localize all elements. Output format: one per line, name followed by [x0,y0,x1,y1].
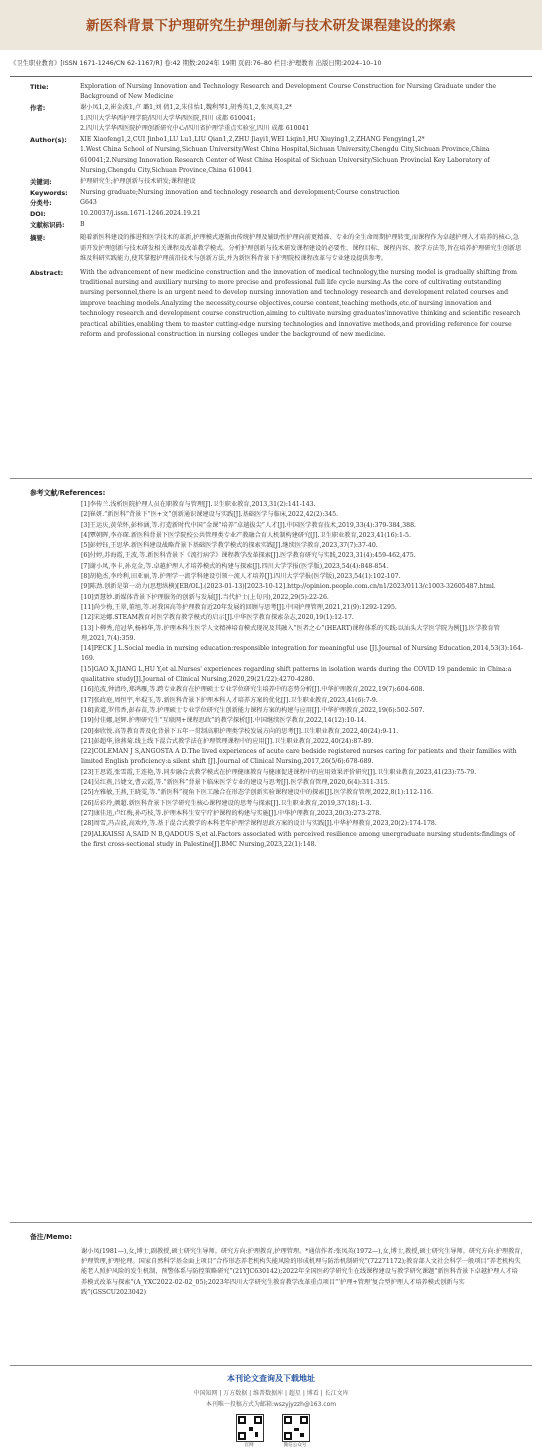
meta-label: Abstract: [30,268,64,277]
reference-item: [27]康佳迅,卢红梅,孙巧枝,等.护理本科生安宁疗护课程的构建与实施[J].中华护理教育,2023,20(3):273-278. [81,809,382,817]
meta-label: 文献标识码: [30,221,65,230]
reference-item: [24]吴红燕,吕婕文,曹云霞,等.“新医科”背景下临床医学专业的建设与思考[J].医学教育管理,2020,6(4):311-315. [81,779,390,787]
meta-value-line: 谢小凤1,2,崔金波1,卢 璐1,刘 倩1,2,朱佳怡1,魏利琴1,胡秀英1,2,张凤英1,2* [80,104,293,112]
meta-value [80,103,524,134]
meta-row [30,209,524,219]
references-list [30,500,524,850]
reference-item: [25]左雅敏,王燕,王晓雯,等.“新医科”视角下医工融合在形态学创新实验课程建设中的探索[J].医学教育管理,2022,8(1):112-116. [81,789,433,797]
meta-value [80,177,524,187]
reference-item: [3]王运庆,黄荣怀,彭梓涵,等.打造新时代中国“金课”培养“卓越拔尖”人才[J].中国医学教育技术,2019,33(4):379-384,388. [81,521,416,529]
meta-value-line: 10.20037/j.issn.1671-1246.2024.19.21 [80,210,201,218]
reference-item: [9]陈劲.创新是第一动力(思想纵横)[EB/OL].(2023-01-13)[2023-10-12].http://opinion.people.com.cn/n1/2023/0113/c1003-32605487.html. [81,583,496,591]
meta-row [30,220,524,230]
reference-item: [2]崔妍.“新医科”背景下“医+文”创新通识课建设与实践[J].基础医学与临床,2022,42(2):345. [81,511,339,519]
meta-row [30,135,524,177]
footer-databases: 中国知网 | 万方数据 | 维普数据库 | 超星 | 博看 | 长江文库 [193,1390,349,1397]
reference-item: [5]彭婷钰,王思华.新医科建设战略背景下基础医学教学模式的探索实践[J].继续医学教育,2023,37(7):37-40. [81,542,378,550]
reference-item: [19]付佳娜,赵辉.护理研究生“互联网+课程思政”的教学探析[J].中国继续医学教育,2022,14(12):10-14. [81,717,367,725]
footer-title: 本刊论文查询及下载地址 [227,1374,315,1383]
meta-row [30,233,524,264]
meta-value-line: 2.四川大学华西医院护理创新研究中心/四川省护理学重点实验室,四川 成都 610041 [80,125,310,133]
reference-item: [14]PECK J L.Social media in nursing education:responsible integration for meaningful use [J].Journal of Nursing Education,2014,53(3):164-169. [81,645,524,663]
citation-line: 《卫生职业教育》[ISSN 1671-1246/CN 62-1167/R] 卷:42 期数:2024年 19期 页码:76–80 栏目:护理教育 出版日期:2024–10–10 [10,60,382,67]
divider [10,1365,532,1366]
qr-caption-website: 官网 [244,1443,254,1448]
footer-email: 本刊唯一投稿方式为邮箱:wszyjyzzh@163.com [205,1401,337,1408]
meta-value [80,233,524,264]
meta-value [80,268,524,341]
reference-item: [16]范波,钟清玲,郑鸿雁,等.跨专业教育在护理硕士专业学位研究生培养中的态势分析[J].中华护理教育,2022,19(7):604-608. [81,686,425,694]
qr-caption-wechat: 微信公众号 [283,1443,307,1448]
qr-codes [0,1414,542,1454]
memo-heading: 备注/Memo: [30,1233,72,1241]
reference-item: [28]周雪,冯吉波,高欢玲,等.基于混合式教学的本科老年护理学课程思政方案的设计与实践[J].中华护理教育,2023,20(2):174-178. [81,820,437,828]
qr-code-icon [282,1414,310,1442]
meta-value-line: G643 [80,199,97,207]
meta-label: 分类号: [30,199,52,208]
reference-item: [12]宋运娜.STEAM教育对医学教育教学模式的启示[J].中华医学教育探索杂志,2020,19(1):12-17. [81,614,354,622]
article-metadata [30,82,524,341]
meta-value-line: Nursing graduate;Nursing innovation and technology research and development;Course construction [80,188,400,196]
meta-value [80,188,524,198]
reference-item: [22]COLEMAN J S,ANGOSTA A D.The lived experiences of acute care bedside registered nurses caring for patients and their families with limited English proficiency:a silent shift [J].Journal of Clinical Nursing,2017,26(5/6):678-689. [81,748,517,766]
qr-code-icon [236,1414,264,1442]
meta-value-line: B [80,221,85,229]
reference-item: [8]胡艳杰,李玲利,田亚丽,等.护理学一流学科建设引领一流人才培养[J].四川大学学报(医学版),2023,54(1):102-107. [81,573,401,581]
reference-item: [20]秦欣悦.高等教育普及化背景下五年一贯制高职护理类学校发展方向的思考[J].卫生职业教育,2022,40(24):9-11. [81,727,399,735]
meta-row [30,198,524,208]
reference-item: [17]张政庭,周恒宇,牟琨玉,等.新医科背景下护理本科人才培养方案的优化[J].卫生职业教育,2023,41(6):7-9. [81,696,378,704]
reference-item: [7]谢小凤,李卡,孙克金,等.卓越护理人才培养模式的构建与探索[J].四川大学学报(医学版),2023,54(4):848-854. [81,562,389,570]
meta-row [30,82,524,103]
meta-value-line: XIE Xiaofeng1,2,CUI Jinbo1,LU Lu1,LIU Qian1,2,ZHU Jiayi1,WEI Liqin1,HU Xiuying1,2,ZHANG Fengying1,2* [80,135,425,143]
meta-value-line: With the advancement of new medicine construction and the innovation of medical technology,the nursing model is gradually shifting from traditional nursing and auxiliary nursing to more precise and professional full life cycle nursing.As the core of cultivating outstanding nursing personnel,there is an urgent need to develop nursing innovation and technology research and development related courses and improve teaching models.Analyzing the necessity,course objectives,course content,teaching methods,etc.of nursing innovation and technology research and development course construction,aiming to cultivate nursing graduates'innovative thinking and scientific research practical abilities,enabling them to master cutting-edge nursing technologies and innovative methods,and providing reference for course reform and professional construction in nursing colleges under the background of new medicine. [80,268,521,339]
meta-row [30,103,524,134]
reference-item: [4]覃朝晖,李亦琛.新医科背景下医学院校公共管理类专业产教融合育人机制构建研究[J].卫生职业教育,2023,41(16):1-5. [81,531,411,539]
memo-text: 谢小凤(1981—),女,博士,副教授,硕士研究生导师。研究方向:护理教育,护理管理。*通信作者:张凤英(1972—),女,博士,教授,硕士研究生导师。研究方向:护理教育,护理管理,护理伦理。国家自然科学基金面上项目“合作形态养老机构失能风险的形成机理与防治机制研究”(72271172);教育部人文社会科学一般项目“养老机构失能老人照护风险的发生机制、预警体系与防控策略研究”(21YJC630142);2022年全国医药学研究生在线课程建设与教学研究课题“新医科背景下卓越护理人才培养模式改革与探索”(A_YXC2022-02-02_05);2023年四川大学研究生教育教学改革重点项目“‘护理+管理’复合型护理人才培养模式创新与实践”(GSSCU2023042) [81,1248,523,1296]
reference-item: [15]GAO X,JIANG L,HU Y,et al.Nurses' experiences regarding shift patterns in isolation wards during the COVID 19 pandemic in China:a qualitative study[J].Journal of Clinical Nursing,2020,29(21/22):4270-4280. [81,665,512,684]
divider [10,478,532,479]
reference-item: [1]李传兰.浅析医院护理人员在职教育与管理[J].卫生职业教育,2013,31(2):141-143. [81,501,316,508]
meta-value-line: 1.四川大学华西护理学院/四川大学华西医院,四川 成都 610041; [80,114,256,122]
meta-value [80,198,524,208]
divider [10,76,532,77]
reference-item: [26]岳彩玲,颜超.新医科背景下医学研究生核心课程建设的思考与探索[J].卫生职业教育,2019,37(18):1-3. [81,799,372,807]
meta-label: DOI: [30,210,46,219]
title-banner [0,0,542,50]
meta-value [80,82,524,103]
reference-item: [21]彭超华,徐燕菊.线上线下混合式教学法在护理管理课程中的应用[J].卫生职业教育,2022,40(24):87-89. [81,737,374,745]
meta-row [30,188,524,198]
reference-item: [10]贾慧妙.新媒体背景下护理服务的创新与发展[J].当代护士(上旬刊),2022,29(5):22-26. [81,593,329,601]
divider [10,1222,532,1223]
footer [0,1373,542,1408]
reference-item: [23]王思霞,张雪霞,王连艳,等.同步融合式教学模式在护理健康教育与健康促进课程中的应用效果评价研究[J].卫生职业教育,2023,41(23):75-79. [81,768,477,776]
meta-label: Keywords: [30,188,68,197]
reference-item: [11]尚少梅,王翠,董旭,等.对我国高等护理教育近20年发展的回顾与思考[J].中国护理管理,2021,21(9):1292-1295. [81,603,397,611]
references-heading: 参考文献/References: [30,489,106,497]
meta-value [80,135,524,177]
memo-section [30,1231,524,1298]
references-section [30,487,524,850]
meta-value-line: 随着新医科建设的推进和医学技术的革新,护理模式逐渐由传统护理及辅助性护理向前更精准、专业的全生命周期护理转变,而课程作为卓越护理人才培养的核心,急需开发护理创新与技术研发相关课程及改革教学模式。分析护理创新与技术研发课程建设的必要性、课程目标、课程内容、教学方法等,旨在培养护理研究生创新思维及科研实践能力,使其掌握护理前沿技术与创新方法,并为新医科背景下护理院校课程改革与专业建设提供参考。 [80,234,522,263]
meta-value-line: Exploration of Nursing Innovation and Technology Research and Development Course Construction for Nursing Graduate under the Background of New Medicine [80,83,496,101]
meta-label: 作者: [30,104,46,113]
meta-row [30,177,524,187]
reference-item: [29]ALKAISSI A,SAID N B,QADOUS S,et al.Factors associated with perceived resilience among unergraduate nursing students:findings of the first cross-sectional study in Palestine[J].BMC Nursing,2023,22(1):148. [81,830,516,848]
reference-item: [13]卜柳秀,范冠华,杨柿华,等.护理本科生医学人文精神培育模式现况及其融入“医者之心”(HEART)课程体系的实践:以汕头大学医学院为例[J].医学教育管理,2021,7(4):359. [81,624,500,642]
reference-item: [6]付婷,苏海霞,王波,等.新医科背景下《流行病学》课程教学改革探索[J].医学教育研究与实践,2023,31(4):459-462,475. [81,552,416,560]
meta-label: 摘要: [30,234,46,243]
meta-value [80,209,524,219]
meta-label: Author(s): [30,135,67,144]
meta-value-line: 护理研究生;护理创新与技术研发;课程建设 [80,177,196,185]
reference-item: [18]黄道,罗伟香,彭春苗,等.护理硕士专业学位研究生创新能力课程方案的构建与应用[J].中华护理教育,2022,19(6):502-507. [81,706,425,714]
meta-row [30,268,524,341]
page-title: 新医科背景下护理研究生护理创新与技术研发课程建设的探索 [86,18,456,34]
meta-value [80,220,524,230]
meta-label: Title: [30,83,49,91]
meta-label: 关键词: [30,177,52,186]
meta-value-line: 1.West China School of Nursing,Sichuan University/West China Hospital,Sichuan University,Chengdu City,Sichuan Province,China 610041;2.Nursing Innovation Research Center of West China Hospital of Sichuan University/Sichuan Provincial Key Laboratory of Nursing,Chengdu City,Sichuan Province,China 610041 [80,146,490,175]
